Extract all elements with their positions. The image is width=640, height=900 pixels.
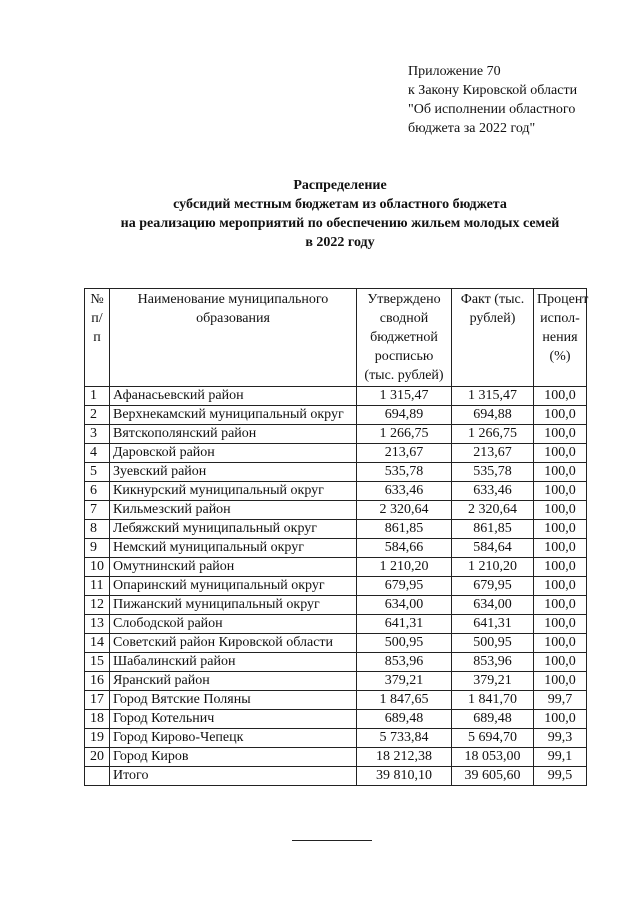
row-approved: 694,89 (357, 406, 452, 425)
row-number: 8 (85, 520, 110, 539)
table-row (85, 691, 587, 710)
appendix-line: "Об исполнении областного (408, 102, 576, 117)
row-percent: 100,0 (534, 672, 587, 691)
title-line: в 2022 году (305, 235, 375, 250)
row-percent: 100,0 (534, 577, 587, 596)
header-num: № п/п (85, 289, 110, 387)
table-body (85, 387, 587, 786)
row-percent: 99,3 (534, 729, 587, 748)
table-row (85, 520, 587, 539)
row-name: Город Вятские Поляны (110, 691, 357, 710)
row-name: Верхнекамский муниципальный округ (110, 406, 357, 425)
table-row (85, 482, 587, 501)
row-percent: 100,0 (534, 501, 587, 520)
row-percent: 100,0 (534, 558, 587, 577)
row-name: Пижанский муниципальный округ (110, 596, 357, 615)
row-percent: 99,7 (534, 691, 587, 710)
row-approved: 1 315,47 (357, 387, 452, 406)
row-approved: 1 266,75 (357, 425, 452, 444)
row-percent: 100,0 (534, 710, 587, 729)
row-fact: 39 605,60 (452, 767, 534, 786)
table-row (85, 539, 587, 558)
title-line: Распределение (293, 178, 387, 193)
table-total-row (85, 767, 587, 786)
row-number: 6 (85, 482, 110, 501)
row-approved: 861,85 (357, 520, 452, 539)
row-approved: 379,21 (357, 672, 452, 691)
row-number: 14 (85, 634, 110, 653)
table-row (85, 463, 587, 482)
row-fact: 634,00 (452, 596, 534, 615)
row-fact: 2 320,64 (452, 501, 534, 520)
row-percent: 100,0 (534, 444, 587, 463)
row-number: 5 (85, 463, 110, 482)
table-row (85, 444, 587, 463)
row-fact: 861,85 (452, 520, 534, 539)
table-header-row (85, 289, 587, 387)
row-fact: 1 266,75 (452, 425, 534, 444)
row-approved: 535,78 (357, 463, 452, 482)
row-number (85, 767, 110, 786)
row-fact: 584,64 (452, 539, 534, 558)
table-row (85, 729, 587, 748)
row-percent: 100,0 (534, 615, 587, 634)
row-name: Яранский район (110, 672, 357, 691)
row-name: Город Кирово-Чепецк (110, 729, 357, 748)
row-name: Зуевский район (110, 463, 357, 482)
header-percent: Процент испол-нения (%) (534, 289, 587, 387)
row-approved: 641,31 (357, 615, 452, 634)
row-percent: 100,0 (534, 596, 587, 615)
row-fact: 500,95 (452, 634, 534, 653)
table-row (85, 634, 587, 653)
row-name: Итого (110, 767, 357, 786)
row-approved: 853,96 (357, 653, 452, 672)
row-number: 20 (85, 748, 110, 767)
row-approved: 634,00 (357, 596, 452, 615)
footer-divider (292, 840, 372, 841)
table-row (85, 653, 587, 672)
row-name: Кильмезский район (110, 501, 357, 520)
title-line: на реализацию мероприятий по обеспечению жильем молодых семей (120, 216, 560, 231)
row-approved: 689,48 (357, 710, 452, 729)
row-number: 13 (85, 615, 110, 634)
row-number: 19 (85, 729, 110, 748)
row-percent: 100,0 (534, 653, 587, 672)
row-number: 17 (85, 691, 110, 710)
row-fact: 18 053,00 (452, 748, 534, 767)
row-percent: 100,0 (534, 406, 587, 425)
row-name: Город Киров (110, 748, 357, 767)
row-fact: 689,48 (452, 710, 534, 729)
table-row (85, 596, 587, 615)
row-name: Афанасьевский район (110, 387, 357, 406)
row-name: Кикнурский муниципальный округ (110, 482, 357, 501)
row-percent: 99,5 (534, 767, 587, 786)
subsidy-table (84, 288, 587, 786)
row-fact: 633,46 (452, 482, 534, 501)
row-approved: 584,66 (357, 539, 452, 558)
title-line: субсидий местным бюджетам из областного бюджета (173, 197, 507, 212)
row-number: 16 (85, 672, 110, 691)
row-percent: 100,0 (534, 463, 587, 482)
row-number: 12 (85, 596, 110, 615)
row-fact: 641,31 (452, 615, 534, 634)
row-number: 18 (85, 710, 110, 729)
table-row (85, 748, 587, 767)
table-row (85, 577, 587, 596)
appendix-line: Приложение 70 (408, 64, 501, 79)
row-name: Советский район Кировской области (110, 634, 357, 653)
row-name: Омутнинский район (110, 558, 357, 577)
row-number: 11 (85, 577, 110, 596)
row-name: Город Котельнич (110, 710, 357, 729)
row-approved: 633,46 (357, 482, 452, 501)
row-percent: 100,0 (534, 520, 587, 539)
row-number: 15 (85, 653, 110, 672)
row-fact: 1 210,20 (452, 558, 534, 577)
row-number: 10 (85, 558, 110, 577)
row-approved: 1 847,65 (357, 691, 452, 710)
table-row (85, 672, 587, 691)
header-name: Наименование муниципального образования (110, 289, 357, 387)
row-approved: 18 212,38 (357, 748, 452, 767)
row-fact: 379,21 (452, 672, 534, 691)
row-number: 3 (85, 425, 110, 444)
row-approved: 2 320,64 (357, 501, 452, 520)
row-fact: 694,88 (452, 406, 534, 425)
table-row (85, 406, 587, 425)
table-row (85, 558, 587, 577)
row-fact: 213,67 (452, 444, 534, 463)
row-fact: 1 841,70 (452, 691, 534, 710)
row-number: 1 (85, 387, 110, 406)
row-percent: 100,0 (534, 425, 587, 444)
header-fact: Факт (тыс. рублей) (452, 289, 534, 387)
table-row (85, 387, 587, 406)
row-fact: 5 694,70 (452, 729, 534, 748)
row-name: Слободской район (110, 615, 357, 634)
header-approved: Утверждено сводной бюджетной росписью (тыс. рублей) (357, 289, 452, 387)
row-fact: 853,96 (452, 653, 534, 672)
appendix-reference (408, 62, 577, 138)
row-name: Опаринский муниципальный округ (110, 577, 357, 596)
row-number: 9 (85, 539, 110, 558)
row-percent: 100,0 (534, 539, 587, 558)
row-approved: 213,67 (357, 444, 452, 463)
row-approved: 500,95 (357, 634, 452, 653)
row-name: Немский муниципальный округ (110, 539, 357, 558)
row-fact: 679,95 (452, 577, 534, 596)
row-number: 4 (85, 444, 110, 463)
row-name: Вятскополянский район (110, 425, 357, 444)
table-row (85, 710, 587, 729)
row-percent: 100,0 (534, 387, 587, 406)
appendix-line: к Закону Кировской области (408, 83, 578, 98)
row-name: Лебяжский муниципальный округ (110, 520, 357, 539)
row-percent: 99,1 (534, 748, 587, 767)
row-percent: 100,0 (534, 482, 587, 501)
row-number: 7 (85, 501, 110, 520)
row-number: 2 (85, 406, 110, 425)
row-fact: 1 315,47 (452, 387, 534, 406)
document-title (60, 176, 620, 252)
row-approved: 39 810,10 (357, 767, 452, 786)
row-approved: 1 210,20 (357, 558, 452, 577)
row-name: Даровской район (110, 444, 357, 463)
row-name: Шабалинский район (110, 653, 357, 672)
row-fact: 535,78 (452, 463, 534, 482)
appendix-line: бюджета за 2022 год" (408, 121, 536, 136)
row-percent: 100,0 (534, 634, 587, 653)
row-approved: 5 733,84 (357, 729, 452, 748)
table-row (85, 425, 587, 444)
row-approved: 679,95 (357, 577, 452, 596)
table-row (85, 615, 587, 634)
table-row (85, 501, 587, 520)
